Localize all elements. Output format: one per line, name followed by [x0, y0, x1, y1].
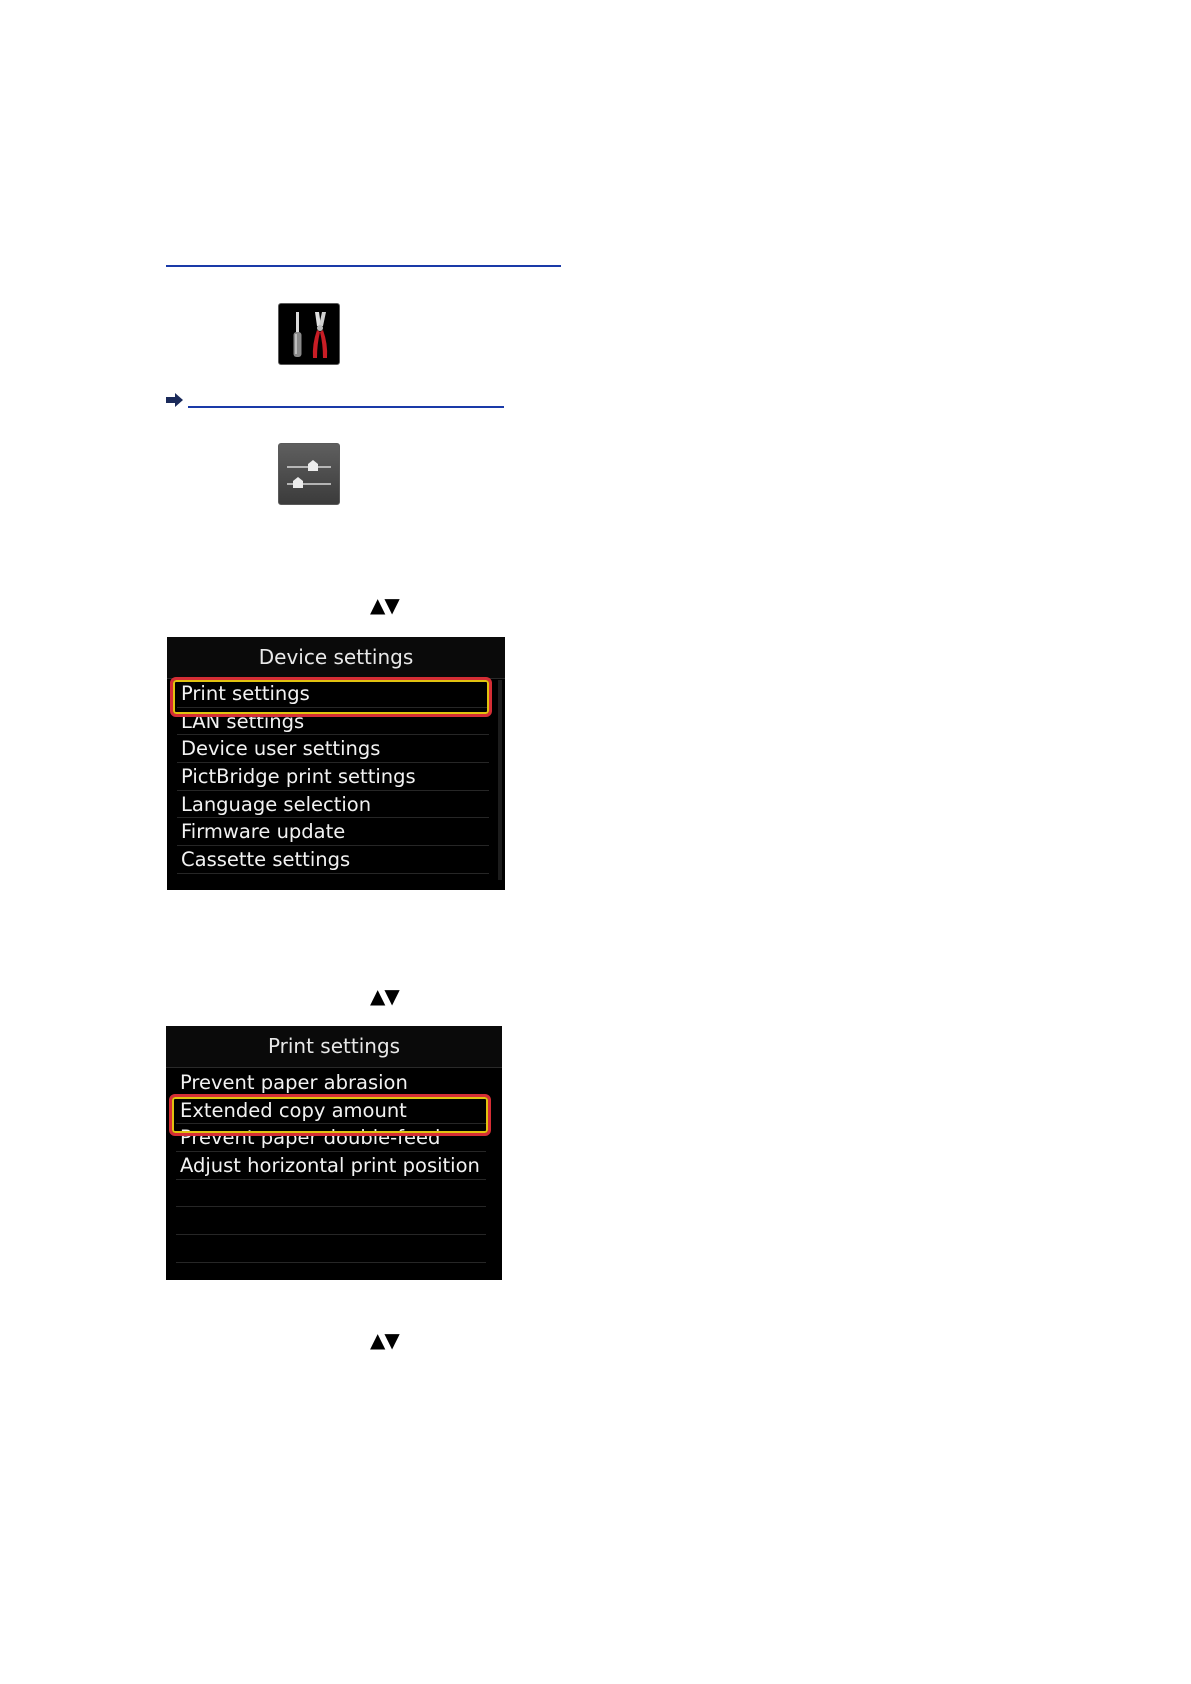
menu-item-cassette-settings[interactable]: Cassette settings	[177, 846, 489, 874]
selection-highlight	[169, 1094, 491, 1136]
right-arrow-icon	[166, 392, 184, 408]
menu-item-empty	[176, 1180, 486, 1208]
menu-item-language-selection[interactable]: Language selection	[177, 791, 489, 819]
device-settings-icon	[278, 443, 340, 505]
menu-item-firmware-update[interactable]: Firmware update	[177, 818, 489, 846]
menu-item-device-user-settings[interactable]: Device user settings	[177, 735, 489, 763]
menu-item-prevent-paper-double-feed[interactable]: Prevent paper double-feed	[176, 1124, 486, 1152]
menu-item-lan-settings[interactable]: LAN settings	[177, 708, 489, 736]
menu-item-pictbridge-print-settings[interactable]: PictBridge print settings	[177, 763, 489, 791]
menu-item-empty	[176, 1207, 486, 1235]
up-down-arrow-icon: ▲▼	[370, 1328, 399, 1352]
menu-item-adjust-horizontal-print-position[interactable]: Adjust horizontal print position	[176, 1152, 486, 1180]
menu-item-extended-copy-amount[interactable]: Extended copy amount	[176, 1097, 486, 1125]
link-underline[interactable]	[166, 265, 561, 267]
device-settings-screen	[167, 637, 505, 890]
setup-tools-icon	[278, 303, 340, 365]
menu-item-print-settings[interactable]: Print settings	[177, 680, 489, 708]
menu-item-prevent-paper-abrasion[interactable]: Prevent paper abrasion	[176, 1069, 486, 1097]
link-underline[interactable]	[188, 406, 504, 408]
menu-item-empty	[176, 1235, 486, 1263]
print-settings-screen	[166, 1026, 502, 1280]
screen-title: Print settings	[166, 1026, 502, 1068]
screen-title: Device settings	[167, 637, 505, 679]
scrollbar[interactable]	[498, 680, 502, 880]
selection-highlight	[170, 677, 492, 717]
up-down-arrow-icon: ▲▼	[370, 984, 399, 1008]
up-down-arrow-icon: ▲▼	[370, 593, 399, 617]
